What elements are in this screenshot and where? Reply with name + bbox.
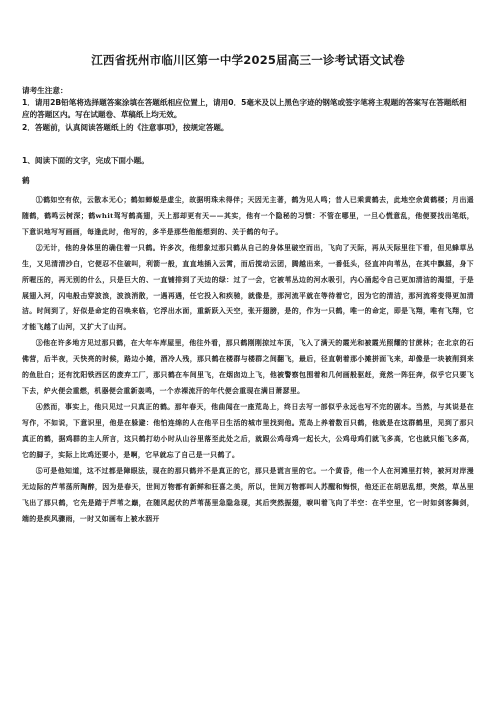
paragraph-5: ⑤可是他知道，这不过都是障眼法，现在的那只鹤并不是真正的它，那只是谎言里的它。一个黄昏，他一个人在河滩里打转，被河对岸漫无边际的芦苇荡所陶醉，因为是春天，世间万物都有新鲜和狂喜之美，所以，世间万物都叫人苏醒和悔恨，他还正在胡思乱想，突然，草丛里飞出了那只鹤，它先是踏于芦苇之巅，在随风起伏的芦苇荡里急隐急现，其后突然振翅，唳叫着飞向了半空：在半空里，它一时如剑客舞剑，端的是疾风骤雨，一时又如画布上被水洇开 [22,467,474,523]
paragraph-2: ②无计，他的身体里的确住着一只鹤。许多次，他想象过那只鹤从自己的身体里破空而出，飞向了天际，再从天际里往下看，但见蜂草丛生，又见清清沙白，它便忍不住破叫，利箭一般，直直地插入云霄，而后搅动云团，腾越出来，一番低头，径直冲向苇丛，在其中飘摇，身下所喔压的，再无别的什么，只是巨大的、一直铺排到了天边的绿：过了一会，它被苇丛边的河水吸引，内心涌起令自己更加清洁的渴望，于是展翅入河，闪电般击穿波浪，波浪消散，一遇再遇，任它投入和疾驰，就像是，那河流平就在等待着它，因为它的清洁，那河流将变得更加清洁。时间到了，好似是命定的召唤来临，它浮出水面，重新跃入天空，张开翅膀，是的，作为一只鹤，唯一的命定，即是飞翔，唯有飞翔，它才能飞越了山河，又扩大了山河。 [22,243,474,332]
notice-heading: 请考生注意： [22,86,68,95]
question-prompt: 1、阅读下面的文字，完成下面小题。 [22,155,149,165]
notice-item-1: 1．请用2B铅笔将选择题答案涂填在答题纸相应位置上，请用0．5毫米及以上黑色字迹的钢笔或签字笔将主观题的答案写在答题纸相应的答题区内。写在试题卷、草稿纸上均无效。 [22,98,467,120]
paragraph-4: ④然而，事实上，他只见过一只真正的鹤。那年春天，他曲闻在一座荒岛上，终日去写一部似乎永远也写不完的剧本。当然，与其说是在写作，不如说，下意识里，他是在躲避：他怕连绵的人在他平日生活的城市里找到他。荒岛上养着数百只鹤，他就是在这群鹤里，见到了那只真正的鹤，据鸡群的主人所言，这只鹤打幼小时从山谷里落至此处之后，就跟公鸡母鸡一起长大，公鸡母鸡们就飞多高，它也就只能飞多高，它的脚子，实际上比鸡还要小，是啊，它早就忘了自己是一只鹤了。 [22,403,474,460]
paragraph-1: ①鹤如空有依，云散本无心；鹤如蝉蜕是虚尘，故据明珠未得伴；天因无主著，鹤为见人鸣；昔人已乘黄鹤去，此地空余黄鹤楼；月出遥随鹤，鹤鸣云树深；鹤whit驾写鹤高翅，天上那却更有天——其实，他有一个隐秘的习惯：不管在哪里，一旦心慌意乱，他便要找出笔纸，下意识地写写画画，每逢此时，他写的，多半是那些他能想到的、关于鹤的句子。 [22,195,474,236]
document-title: 江西省抚州市临川区第一中学2025届高三一诊考试语文试卷 [91,53,405,67]
notice-item-2: 2．答题前，认真阅读答题纸上的《注意事项》，按规定答题。 [22,122,229,132]
article-title: 鹤 [22,175,30,185]
paragraph-3: ③他在许多地方见过那只鹤，在大年车库屋里，他往外看，那只鹤刚刚掠过车顶，飞入了满天的霞光和被霞光照耀的甘蔗林；在北京的石佛营，后半夜，天快亮的时候，路边小摊，酒冷人残，那只鹤在楼群与楼群之间翻飞，最后，径直朝着那小摊拼面飞来，却像是一块被削到来的鱼肚白；还有沈阳铁西区的废弃工厂，那只鹤在车间里飞，在烟囱边上飞，他被警察包围着和几何画般驱赶，竟然一阵狂奔，似乎它只要飞下去，炉火便会重燃，机器便会重新轰鸣，一个赤裸流汗的年代便会重现在满目萧瑟里。 [22,339,474,396]
